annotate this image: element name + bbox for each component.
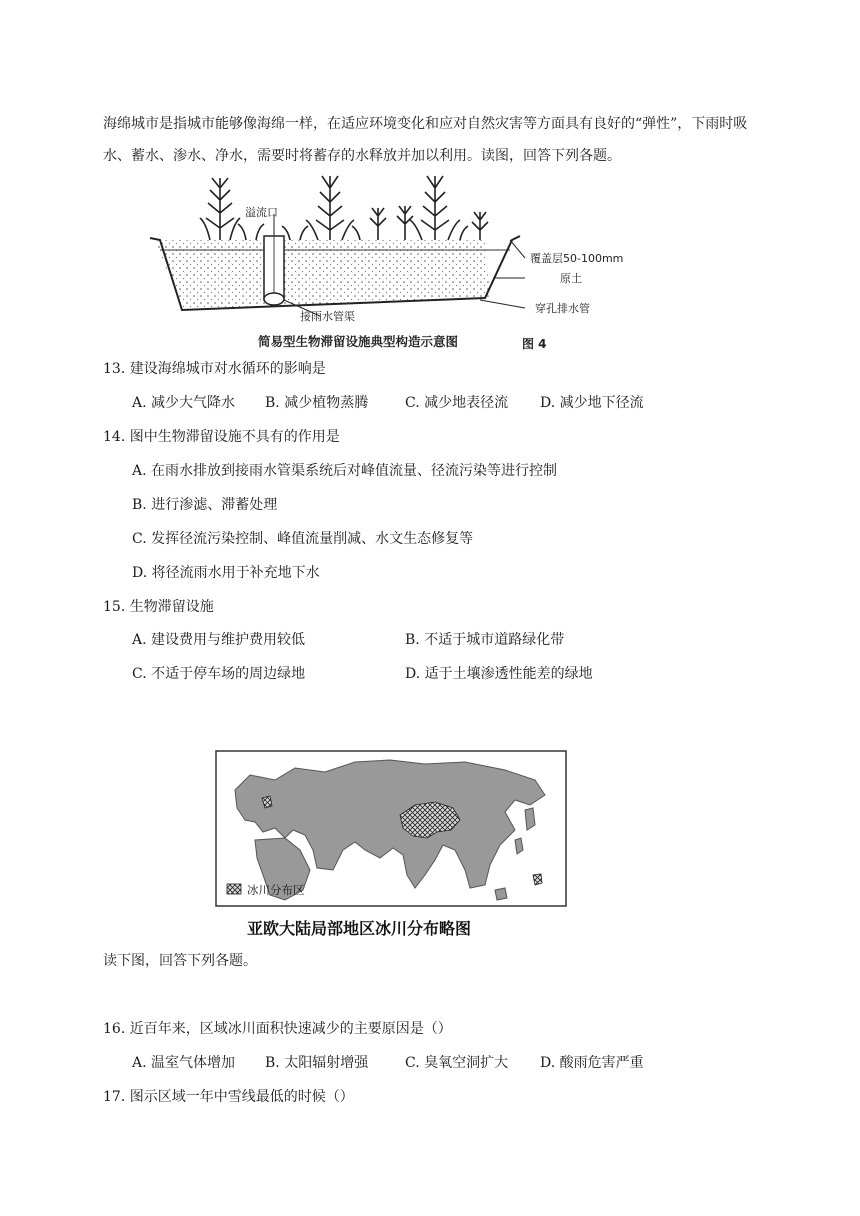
q16-option-a: A. 温室气体增加 [132,1055,236,1071]
figure1-number: 图 4 [522,337,547,351]
figure2-caption: 亚欧大陆局部地区冰川分布略图 [247,919,472,938]
read-instruction: 读下图，回答下列各题。 [103,953,257,969]
glacier-distribution-map [215,750,567,942]
q15-option-a: A. 建设费用与维护费用较低 [132,632,306,648]
legend-swatch [227,884,241,894]
legend-label: 冰川分布区 [247,883,305,897]
question-14-stem: 14. 图中生物滞留设施不具有的作用是 [103,429,340,445]
label-native-soil: 原土 [560,272,582,285]
label-overflow: 溢流口 [245,206,278,219]
label-rain-channel: 接雨水管渠 [300,310,355,323]
q16-option-b: B. 太阳辐射增强 [265,1055,369,1071]
figure1-caption: 简易型生物滞留设施典型构造示意图 [258,334,459,349]
question-17-stem: 17. 图示区域一年中雪线最低的时候（） [103,1089,354,1105]
q16-option-c: C. 臭氧空洞扩大 [405,1055,509,1071]
q15-option-c: C. 不适于停车场的周边绿地 [132,666,306,682]
q14-option-b: B. 进行渗滤、滞蓄处理 [132,497,278,513]
q16-option-d: D. 酸雨危害严重 [540,1055,644,1071]
q15-option-d: D. 适于土壤渗透性能差的绿地 [405,666,593,682]
q13-option-a: A. 减少大气降水 [132,395,236,411]
q14-option-c: C. 发挥径流污染控制、峰值流量削减、水文生态修复等 [132,531,474,547]
question-16-stem: 16. 近百年来，区域冰川面积快速减少的主要原因是（） [103,1021,452,1037]
question-15-stem: 15. 生物滞留设施 [103,599,214,615]
intro-paragraph: 海绵城市是指城市能够像海绵一样，在适应环境变化和应对自然灾害等方面具有良好的“弹性”，下雨时吸水、蓄水、渗水、净水，需要时将蓄存的水释放并加以利用。读图，回答下列各题。 [103,116,748,164]
q13-option-b: B. 减少植物蒸腾 [265,395,369,411]
label-drain-pipe: 穿孔排水管 [535,302,590,315]
bioretention-diagram [150,168,650,354]
q13-option-d: D. 减少地下径流 [540,395,644,411]
q14-option-d: D. 将径流雨水用于补充地下水 [132,565,320,581]
label-cover-layer: 覆盖层50-100mm [530,252,624,265]
q15-option-b: B. 不适于城市道路绿化带 [405,632,565,648]
q14-option-a: A. 在雨水排放到接雨水管渠系统后对峰值流量、径流污染等进行控制 [132,463,558,479]
question-13-stem: 13. 建设海绵城市对水循环的影响是 [103,361,326,377]
q13-option-c: C. 减少地表径流 [405,395,509,411]
